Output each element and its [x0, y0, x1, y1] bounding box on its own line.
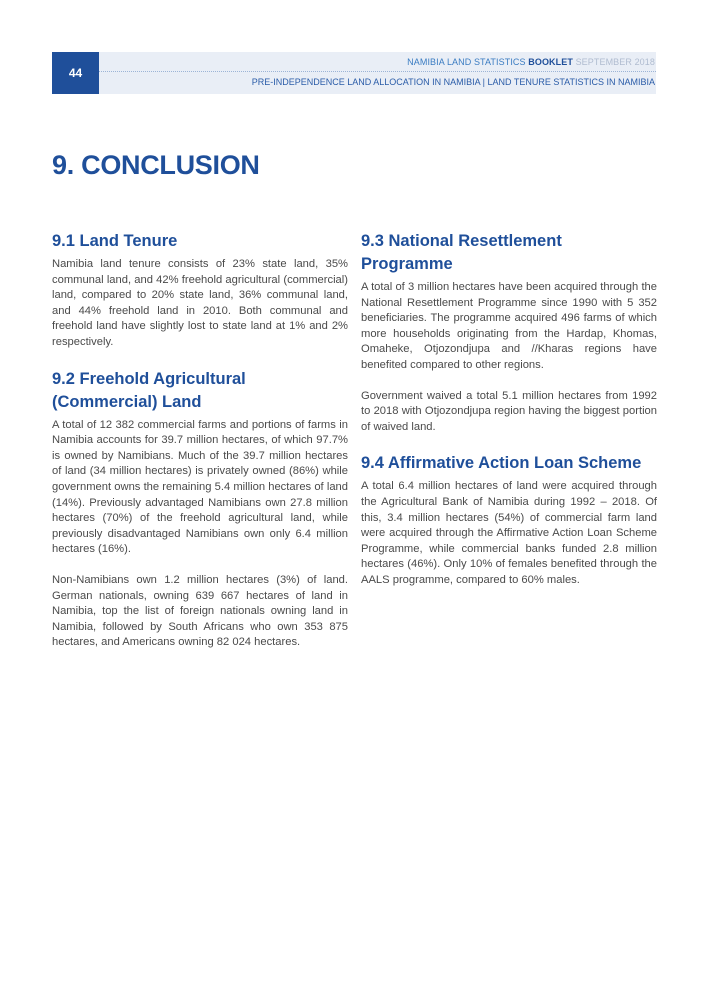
page-number: 44 [52, 52, 99, 94]
paragraph: Non-Namibians own 1.2 million hectares (3%) of land. German nationals, owning 639 667 hectares of land in Namibia, top the list of foreign nationals owning land in Namibia, followed by South Africans who own 353 875 hectares, and Americans owning 82 024 hectares. [52, 573, 348, 649]
header-divider [99, 71, 656, 72]
paragraph: A total of 12 382 commercial farms and portions of farms in Namibia accounts for 39.7 million hectares, of which 97.7% is owned by Namibians. Much of the 39.7 million hectares of land (34 million hectares) is privately owned (86%) while government owns the remaining 5.4 million hectares of land (14%). Previously advantaged Namibians own 27.8 million hectares (70%) of the freehold agricultural land, while previously disadvantaged Namibians own only 6.4 million hectares (16%). [52, 418, 348, 556]
left-column [52, 230, 348, 651]
section-heading-aals: 9.4 Affirmative Action Loan Scheme [361, 454, 642, 473]
section-heading-land-tenure: 9.1 Land Tenure [52, 232, 178, 250]
booklet-title-prefix: NAMIBIA LAND STATISTICS [407, 57, 526, 67]
section-heading-freehold-land: 9.2 Freehold Agricultural (Commercial) Land [52, 369, 246, 411]
booklet-title-bold: BOOKLET [528, 57, 573, 67]
paragraph: Government waived a total 5.1 million hectares from 1992 to 2018 with Otjozondjupa region having the biggest portion of waived land. [361, 389, 657, 433]
paragraph: A total of 3 million hectares have been acquired through the National Resettlement Programme since 1990 with 5 352 beneficiaries. The programme acquired 496 farms of which more households originating from the Hardap, Khomas, Omaheke, Otjozondjupa and //Kharas regions have benefited compared to other regions. [361, 281, 657, 371]
paragraph: Namibia land tenure consists of 23% state land, 35% communal land, and 42% freehold agricultural (commercial) land, compared to 20% state land, 36% communal land, and 44% freehold land in 2010. Both communal and freehold land have slightly lost to state land at 1% and 2% respectively. [52, 258, 348, 348]
page-title: 9. CONCLUSION [52, 150, 260, 180]
header-subtitle: PRE-INDEPENDENCE LAND ALLOCATION IN NAMIBIA | LAND TENURE STATISTICS IN NAMIBIA [251, 77, 655, 87]
booklet-title [407, 57, 655, 67]
right-column [361, 230, 657, 589]
section-heading-resettlement: 9.3 National Resettlement Programme [361, 232, 562, 273]
booklet-date: SEPTEMBER 2018 [575, 57, 655, 67]
paragraph: A total 6.4 million hectares of land were acquired through the Agricultural Bank of Namibia during 1992 – 2018. Of this, 3.4 million hectares (54%) of commercial farm land were acquired through the Affirmative Action Loan Scheme Programme, while commercial banks funded 2.8 million hectares (46%). Only 10% of females benefited through the AALS programme, compared to 60% males. [361, 480, 657, 586]
